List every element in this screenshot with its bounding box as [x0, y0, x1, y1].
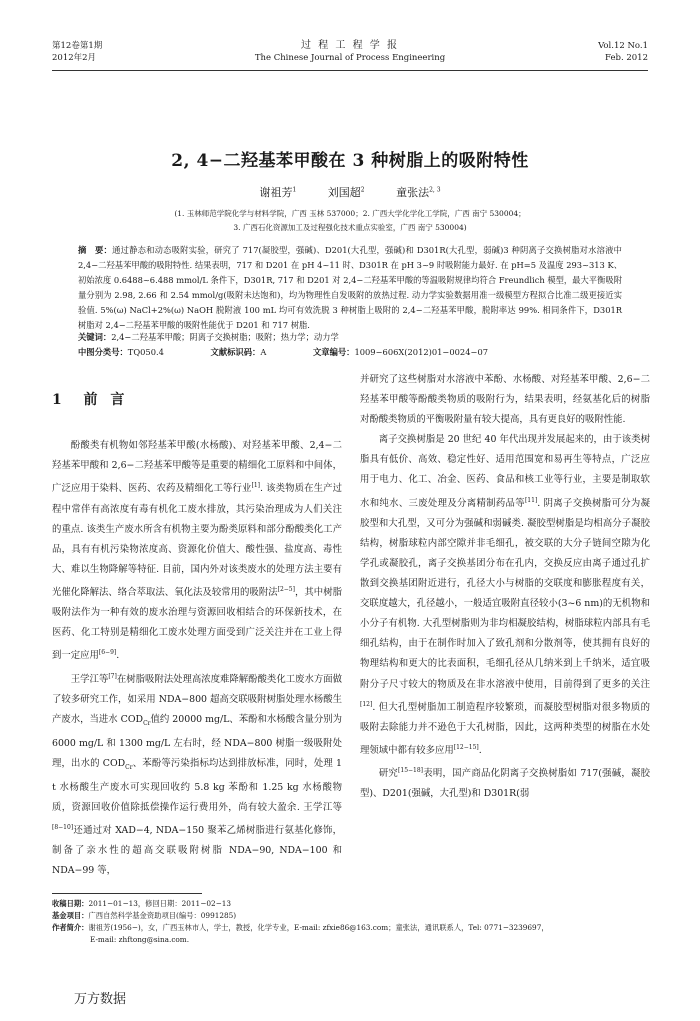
text-run: ，其中树脂吸附法作为一种有效的废水治理与资源回收相结合的环保新技术，在医药、化工特别是精细化工废水处理方面受到广泛关注并在工业上得到一定应用	[52, 587, 342, 662]
affiliation-line: 3. 广西石化资源加工及过程强化技术重点实验室，广西 南宁 530004)	[233, 223, 467, 232]
clc-label: 中图分类号：	[78, 347, 128, 357]
section-number: 1	[52, 392, 66, 408]
paper-title: 2, 4−二羟基苯甲酸在 3 种树脂上的吸附特性	[171, 151, 529, 171]
author-email-line: E-mail: zhftong@sina.com.	[90, 935, 190, 944]
text-run: . 但大孔型树脂加工制造程序较繁琐，而凝胶型树脂对很多物质的吸附去除能力并不逊色于大孔树脂，因此，这两种类型的树脂在水处理领域中都有较多应用	[360, 701, 650, 757]
header-right	[598, 40, 648, 64]
text-run: . 阴离子交换树脂可分为凝胶型和大孔型，又可分为强碱和弱碱类. 凝胶型树脂是均相高分子凝胶结构，树脂球粒内部空隙并非毛细孔，被交联的大分子链间空隙为化学孔或凝胶孔，离子交换基团分布在孔内，交换反应由离子通过孔扩散到交换基团附近进行，孔径大小与树脂的交联度和膨胀程度有关，交联度越大，孔径越小，一般适宜吸附直径较小(3~6 nm)的无机物和小分子有机物. 大孔型树脂则为非均相凝胶结构，树脂球粒内部具有毛细孔结构，由于在制作时加入了致孔剂和分散剂等，使其拥有良好的物理结构和更大的比表面积，毛细孔径从几纳米到上千纳米，适宜吸附分子尺寸较大的物质及在非水溶液中使用，目前得到了更多的关注	[360, 497, 650, 690]
author: 谢祖芳	[259, 186, 293, 199]
text-run: 表明，国产商品化阴离子交换树脂如 717(强碱，凝胶型)、D201(强碱，大孔型)和 D301R(弱	[360, 768, 650, 800]
body-paragraph: 并研究了这些树脂对水溶液中苯酚、水杨酸、对羟基苯甲酸、2,6−二羟基苯甲酸等酚酸类物质的吸附行为，结果表明，经氨基化后的树脂对酚酸类物质的平衡吸附量有较大提高，具有更良好的吸附性能.	[360, 374, 650, 426]
body-paragraph	[360, 761, 650, 804]
footnote-rule	[52, 893, 202, 894]
running-header	[52, 40, 648, 74]
volume-cn: 第12卷第1期	[52, 41, 103, 51]
subscript: Cr	[125, 763, 133, 771]
fund-text: 广西自然科学基金资助项目(编号：0991285)	[88, 911, 237, 920]
text-run: .	[116, 650, 120, 662]
keywords-text: 2,4−二羟基苯甲酸；阴离子交换树脂；吸附；热力学；动力学	[111, 332, 339, 342]
doc-code: A	[260, 347, 267, 357]
author-affil-mark: 1	[292, 186, 297, 194]
abstract	[78, 243, 622, 333]
watermark: 万方数据	[74, 992, 127, 1007]
citation: [6−9]	[98, 649, 117, 657]
left-column	[52, 370, 342, 881]
citation: [15−18]	[398, 767, 424, 775]
date-en: Feb. 2012	[605, 53, 648, 63]
classification-line	[78, 345, 622, 359]
doc-code-label: 文献标识码：	[210, 347, 261, 357]
abstract-label: 摘 要：	[78, 245, 113, 255]
received-label: 收稿日期：	[52, 899, 89, 908]
citation: [11]	[524, 496, 538, 504]
body-paragraph	[360, 430, 650, 761]
citation: [12]	[360, 700, 373, 708]
header-rule	[52, 70, 648, 71]
citation: [7]	[108, 672, 117, 680]
affiliation-line: (1. 玉林师范学院化学与材料学院，广西 玉林 537000；2. 广西大学化学化工学院，广西 南宁 530004；	[174, 209, 526, 218]
citation: [8−10]	[52, 824, 74, 832]
author: 童张法	[396, 186, 430, 199]
section-heading	[52, 390, 342, 410]
keywords-label: 关键词：	[78, 332, 112, 342]
citation: [2−5]	[277, 585, 295, 593]
author-bio-label: 作者简介：	[52, 923, 89, 932]
body-paragraph	[52, 436, 342, 666]
header-center	[52, 40, 648, 64]
author-affil-mark: 2, 3	[429, 186, 441, 194]
author-affil-mark: 2	[360, 186, 365, 194]
abstract-text: 通过静态和动态吸附实验，研究了 717(凝胶型，强碱)、D201(大孔型，强碱)和 D301R(大孔型，弱碱)3 种阴离子交换树脂对水溶液中 2,4−二羟基苯甲酸的吸附特性. 结果表明，717 和 D201 在 pH 4~11 时、D301R 在 pH 3~9 时吸附能力最好. 在 pH=5 及温度 293~313 K、初始浓度 0.6488~6.488 mmol/L 条件下，D301R, 717 和 D201 对 2,4−二羟基苯甲酸的等温吸附规律均符合 Freundlich 模型，最大平衡吸附量分别为 2.98, 2.66 和 2.54 mmol/g(吸附未达饱和)，均为物理性自发吸附的放热过程. 动力学实验数据用准一级模型方程拟合比准二级更接近实验值. 5%(ω) NaCl+2%(ω) NaOH 脱附液 100 mL 均可有效洗脱 3 种树脂上吸附的 2,4−二羟基苯甲酸，脱附率达 99%. 相同条件下，D301R 树脂对 2,4−二羟基苯甲酸的吸附性能优于 D201 和 717 树脂.	[78, 245, 622, 330]
section-title: 前 言	[83, 392, 129, 408]
author-bio: 谢祖芳(1956−)，女，广西玉林市人，学士，教授，化学专业，E-mail: zfxie86@163.com；童张法，通讯联系人，Tel: 0771−3239697，	[88, 923, 549, 932]
citation: [1]	[251, 482, 261, 490]
author-list	[0, 184, 700, 200]
affiliations	[70, 207, 630, 235]
author: 刘国超	[327, 186, 361, 199]
text-run: 还通过对 XAD−4, NDA−150 聚苯乙烯树脂进行氨基化修饰，制备了亲水性的超高交联吸附树脂 NDA−90, NDA−100 和 NDA−99 等，	[52, 825, 342, 877]
subscript: Cr	[143, 719, 151, 727]
keywords	[78, 330, 622, 344]
date-cn: 2012年2月	[52, 53, 97, 63]
received-dates: 2011−01−13，修回日期：2011−02−13	[88, 899, 232, 908]
text-run: 离子交换树脂是 20 世纪 40 年代出现并发展起来的，由于该类树脂具有低价、高效、稳定性好、适用范围宽和易再生等特点，广泛应用于电力、化工、冶金、医药、食品和核工业等行业，主要是制取软水和纯水、三废处理及分离精制药品等	[360, 434, 650, 509]
article-id-label: 文章编号：	[312, 347, 355, 357]
right-column	[360, 370, 650, 804]
fund-label: 基金项目：	[52, 911, 89, 920]
text-run: 在树脂吸附法处理高浓度难降解酚酸类化工废水方面做了较多研究工作，如采用 NDA−800 超高交联吸附树脂处理水杨酸生产废水，当进水 COD	[52, 673, 342, 725]
body-paragraph	[52, 667, 342, 882]
text-run: 、苯酚等污染指标均达到排放标准，同时，处理 1 t 水杨酸生产废水可实现回收约 5.8 kg 苯酚和 1.25 kg 水杨酸物质，资源回收价值除抵偿操作运行费用外，尚有较大盈余. 王学江等	[52, 757, 342, 813]
text-run: 研究	[378, 768, 399, 780]
article-id: 1009−606X(2012)01−0024−07	[354, 347, 489, 357]
journal-title-cn: 过 程 工 程 学 报	[301, 40, 399, 51]
text-run: 王学江等	[70, 673, 109, 685]
citation: [12−15]	[453, 743, 479, 751]
text-run: 酚酸类有机物如邻羟基苯甲酸(水杨酸)、对羟基苯甲酸、2,4−二羟基苯甲酸和 2,6−二羟基苯甲酸等是重要的精细化工原料和中间体，广泛应用于染料、医药、农药及精细化工等行业	[52, 440, 342, 495]
volume-en: Vol.12 No.1	[598, 41, 648, 51]
journal-title-en: The Chinese Journal of Process Engineering	[254, 53, 446, 63]
text-run: . 该类物质在生产过程中常伴有高浓度有毒有机化工废水排放，其污染治理成为人们关注的重点. 该类生产废水所含有机物主要为酚类原料和部分酚酸类化工产品，具有有机污染物浓度高、资源化价值大、酸性强、盐度高、毒性大、难以生物降解等特征. 目前，国内外对该类废水的处理方法主要有光催化降解法、络合萃取法、氧化法及较常用的吸附法	[52, 483, 342, 598]
text-run: 值约 20000 mg/L、苯酚和水杨酸含量分别为 6000 mg/L 和 1300 mg/L 左右时，经 NDA−800 树脂一级吸附处理，出水的 COD	[52, 713, 343, 769]
text-run: .	[478, 745, 482, 757]
footnote	[52, 898, 648, 946]
clc-code: TQ050.4	[127, 347, 164, 357]
